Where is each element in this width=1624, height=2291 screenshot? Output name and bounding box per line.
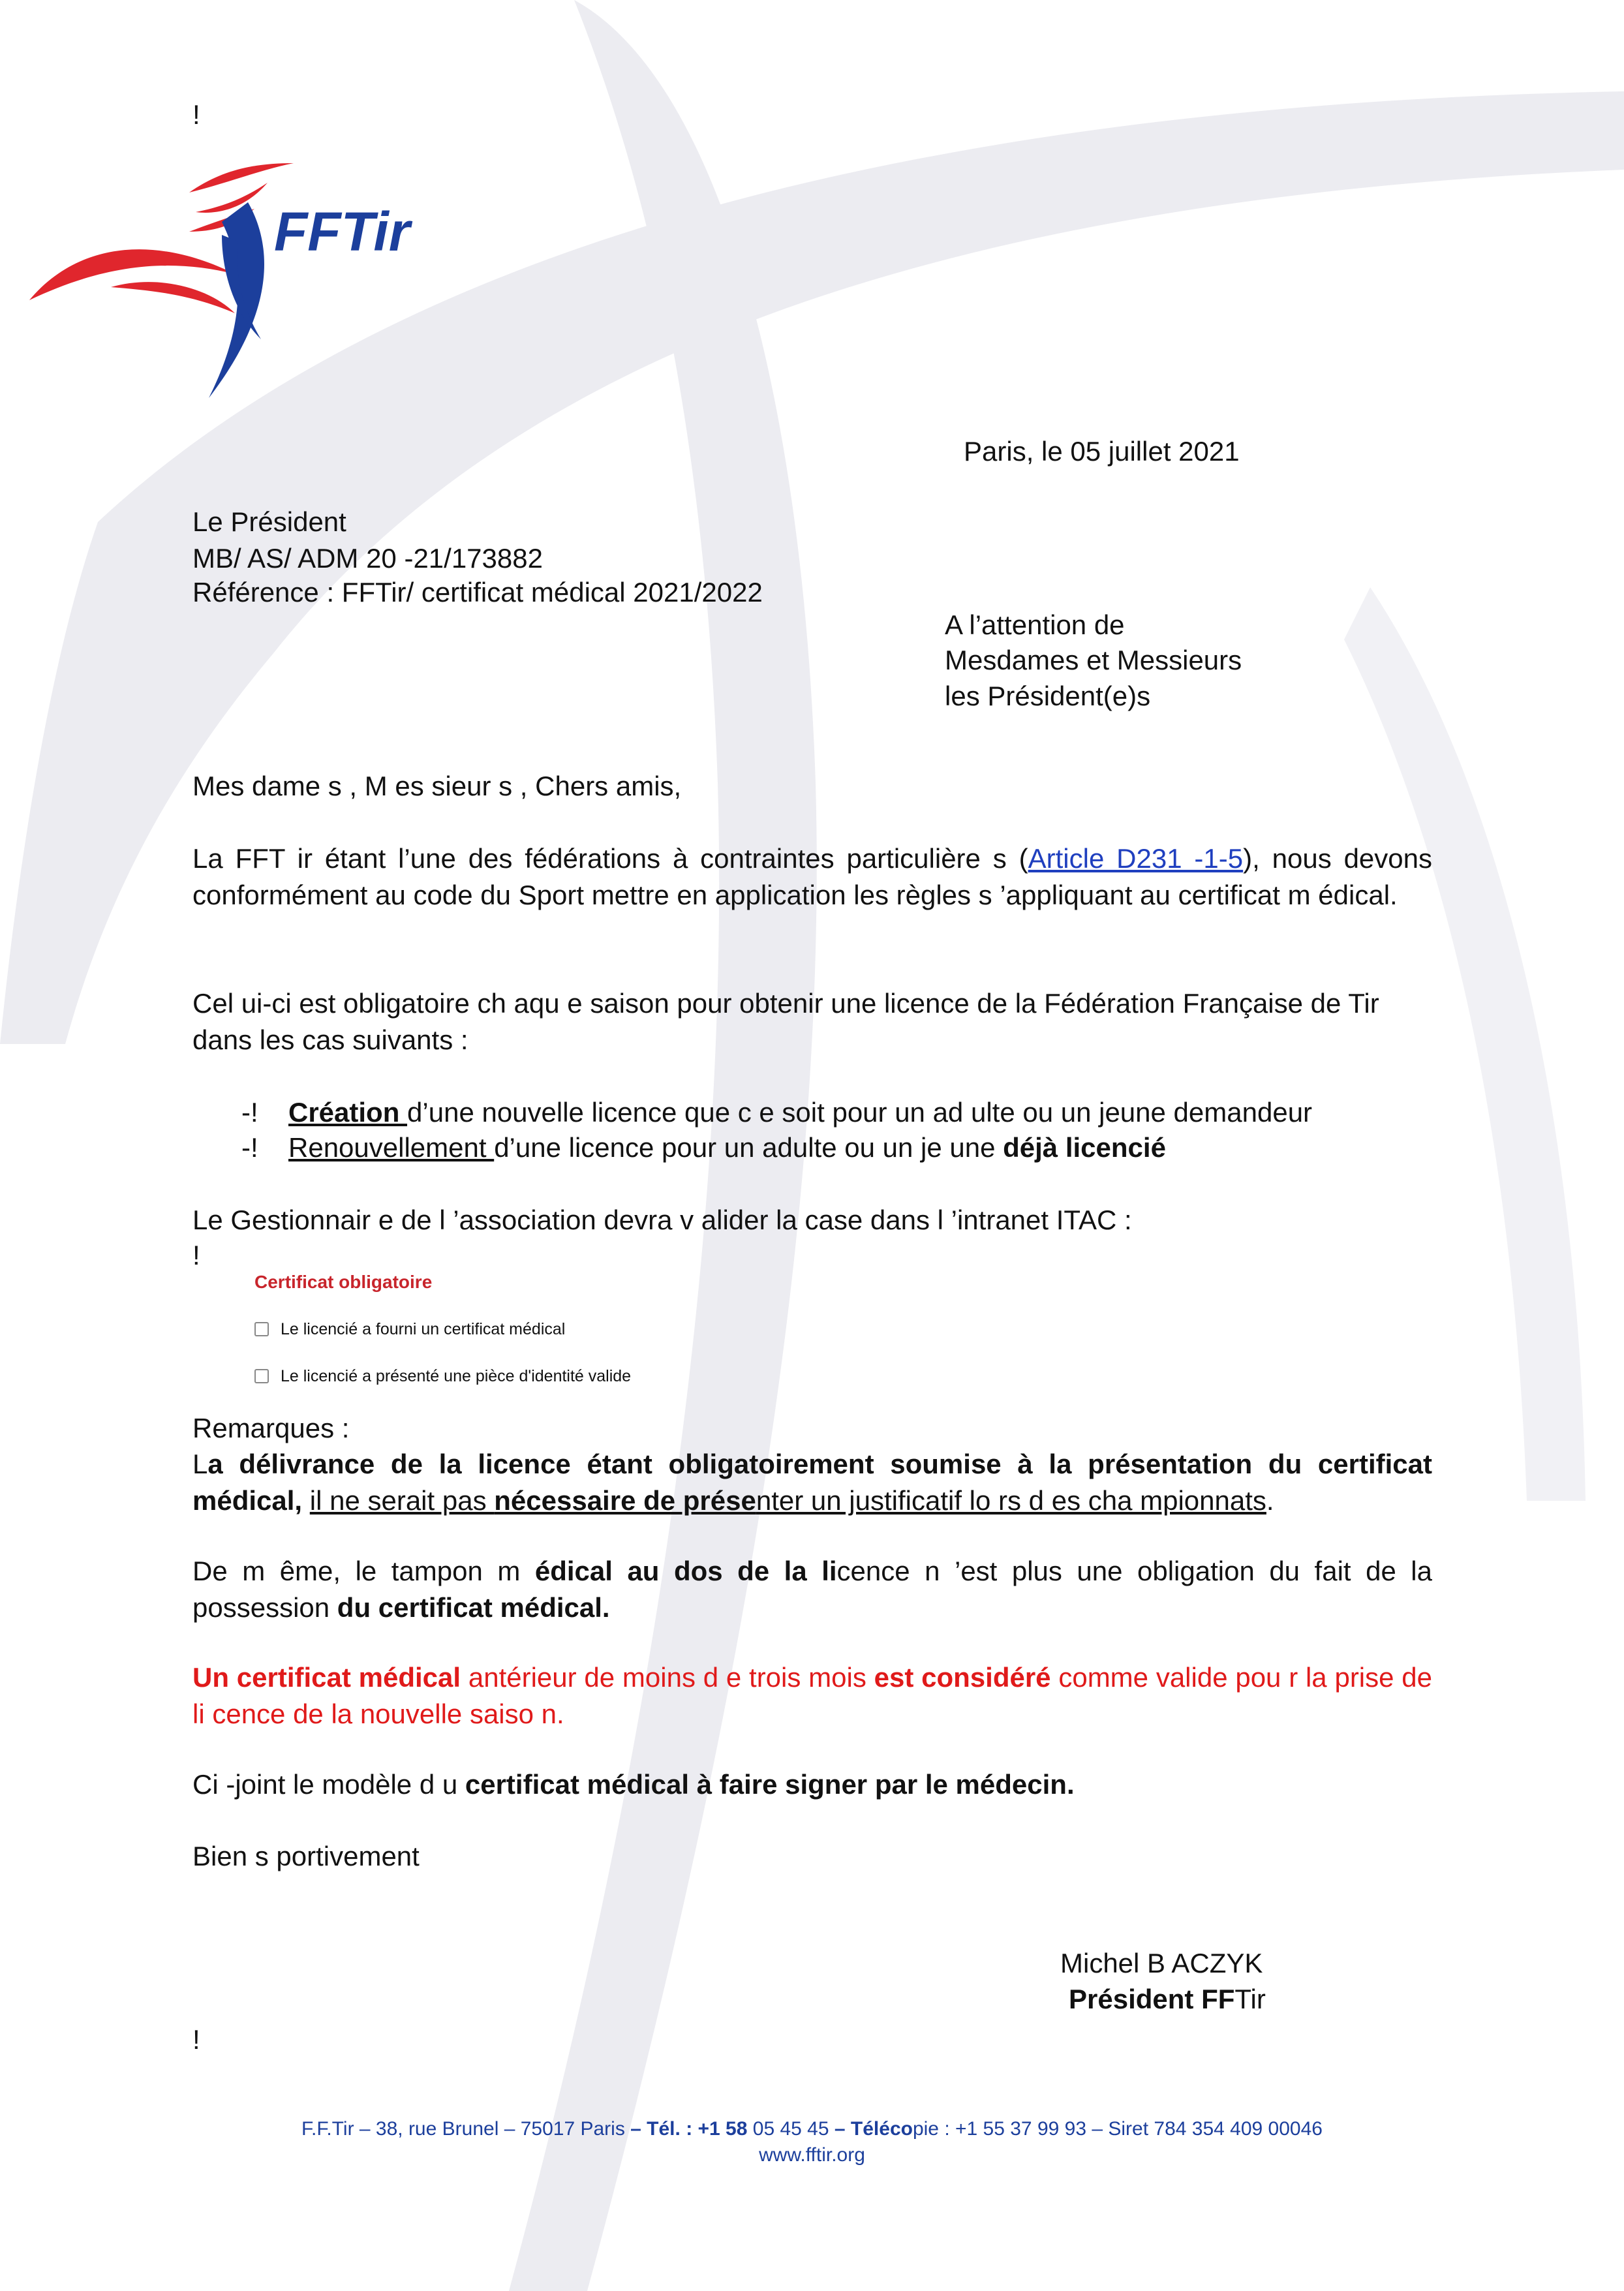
reference-number: MB/ AS/ ADM 20 -21/173882 [192, 543, 543, 574]
p4-c: cence n ’est plus une obligation du fait de la possession [192, 1556, 1432, 1623]
reference-line [192, 574, 763, 611]
itac-title: Certificat obligatoire [254, 1272, 433, 1292]
itac-option-certificate[interactable] [254, 1318, 750, 1340]
rem-c: il ne serait pas [309, 1485, 495, 1516]
signature-name: Michel B ACZYK [1060, 1948, 1263, 1978]
logo-graphic [26, 144, 444, 405]
mid-mark: ! [192, 1240, 200, 1270]
bullet-text: d’une nouvelle licence que c e soit pour un ad ulte ou un jeune demandeur [407, 1097, 1313, 1128]
attention-heading: A l’attention de [945, 609, 1125, 640]
recipient-line3 [945, 678, 1150, 715]
bullet-text: d’une licence pour un adulte ou un je une [494, 1132, 1004, 1163]
footer-address [0, 2116, 1624, 2142]
p1-i: édical [1318, 880, 1390, 910]
checkbox-identity[interactable] [254, 1369, 269, 1383]
bullet-text-bold: déjà licencié [1003, 1132, 1166, 1163]
footer-e: pie : +1 55 37 99 93 – Siret 784 354 409 00046 [912, 2118, 1323, 2140]
checkbox-certificate[interactable] [254, 1322, 269, 1336]
rem-a: L [192, 1449, 208, 1479]
sender-title [192, 504, 346, 540]
p6-a: Ci -joint le modèle d u [192, 1769, 465, 1800]
rem-e: nter un justificatif lo rs d es cha mpionnats [756, 1485, 1266, 1516]
p4-a: De m ême, le tampon m [192, 1556, 535, 1586]
recipient-line3-a: les [945, 681, 988, 711]
p5-c: est considéré [874, 1662, 1051, 1693]
footer-b: – Tél. : +1 58 [630, 2118, 748, 2140]
p2-b: obtenir une licence de la Fédération Fran [739, 988, 1239, 1019]
recipient-line2: Mesdames et Messieurs [945, 645, 1242, 675]
paragraph-validity [192, 1659, 1432, 1732]
footer-c: 05 45 45 [747, 2118, 835, 2140]
rem-d: nécessaire de prése [494, 1485, 756, 1516]
paragraph-itac: Le Gestionnair e de l ’association devra v alider la case dans l ’intranet ITAC : [192, 1205, 1132, 1235]
sender-title-prefix: Le P [192, 506, 249, 537]
signature-title-b: Tir [1234, 1984, 1266, 2014]
p1-f: ), nous devons conf [192, 843, 1433, 910]
paragraph-obligation [192, 985, 1400, 1058]
p1-h: au code du Sport mettre en application les règles s ’appliquant au certificat m [367, 880, 1319, 910]
p6-b: certificat médical à faire signer par le médecin. [465, 1769, 1075, 1800]
itac-certificate-panel [254, 1271, 750, 1395]
p4-d: du certificat médical. [337, 1592, 610, 1623]
p2-c: çaise de Tir dans les cas suivants : [192, 988, 1379, 1055]
p1-b: étant l’une des fédératio [324, 843, 632, 874]
logo-text: FFTir [274, 201, 410, 262]
itac-option-identity[interactable] [254, 1365, 750, 1387]
top-mark: ! [192, 99, 200, 130]
p1-d: à contrainte [672, 843, 821, 874]
p1-e: s particulière s ( [820, 843, 1028, 874]
paragraph-remarks [192, 1446, 1432, 1519]
paragraph-federation [192, 840, 1432, 914]
footer-website[interactable]: www.fftir.org [759, 2144, 865, 2166]
p2-a: Cel ui-ci est obligatoire ch aqu e saison pour [192, 988, 740, 1019]
recipient-line3-c: (e)s [1103, 681, 1151, 711]
remarks-label: Remarques : [192, 1413, 350, 1443]
p4-b: édical au dos de la li [534, 1556, 837, 1586]
closing: Bien s portivement [192, 1841, 420, 1871]
signature-title [1069, 1981, 1266, 2018]
fftir-logo [26, 144, 444, 405]
paragraph-attachment [192, 1766, 1075, 1803]
bullet-creation [241, 1094, 1312, 1131]
bullet-renewal [241, 1130, 1166, 1166]
bullet-label: Renouvellement [288, 1132, 495, 1163]
p5-a: Un certificat médical [192, 1662, 461, 1693]
itac-option-label: Le licencié a présenté une pièce d'identité valide [281, 1367, 632, 1385]
footer-d: – Téléco [834, 2118, 913, 2140]
p1-j: . [1390, 880, 1398, 910]
recipient-line3-b: Président [987, 681, 1103, 711]
rem-b: a délivrance de la licence étant obligatoirement soumise à la présentation du certificat médical, [192, 1449, 1432, 1516]
p1-a: La FFT ir [192, 843, 325, 874]
reference-year: 2021/2022 [625, 577, 763, 607]
footer-a: F.F.Tir – 38, rue Brunel – 75017 Paris [301, 2118, 631, 2140]
itac-option-label: Le licencié a fourni un certificat médical [281, 1320, 566, 1338]
signature-title-a: Président FF [1069, 1984, 1235, 2014]
p1-g: ormément [244, 880, 368, 910]
greeting: Mes dame s , M es sieur s , Chers amis, [192, 771, 682, 801]
date-line: Paris, le 05 juillet 2021 [964, 436, 1240, 467]
p1-c: ns [631, 843, 673, 874]
bullet-label: Création [288, 1097, 408, 1128]
sender-title-role: résident [249, 506, 346, 537]
reference-label: Référence : FFTir/ certificat médical [192, 577, 626, 607]
bottom-mark: ! [192, 2024, 200, 2055]
rem-f: . [1266, 1485, 1274, 1516]
p5-b: antérieur de moins d e trois mois [461, 1662, 874, 1693]
bullet-dash: -! [241, 1132, 258, 1163]
bullet-dash: -! [241, 1097, 258, 1128]
p5-d: comme valide pou r la prise de li cence de la nouvelle saiso n. [192, 1662, 1432, 1729]
article-link[interactable]: Article D231 -1-5 [1028, 843, 1244, 874]
paragraph-stamp [192, 1553, 1432, 1626]
